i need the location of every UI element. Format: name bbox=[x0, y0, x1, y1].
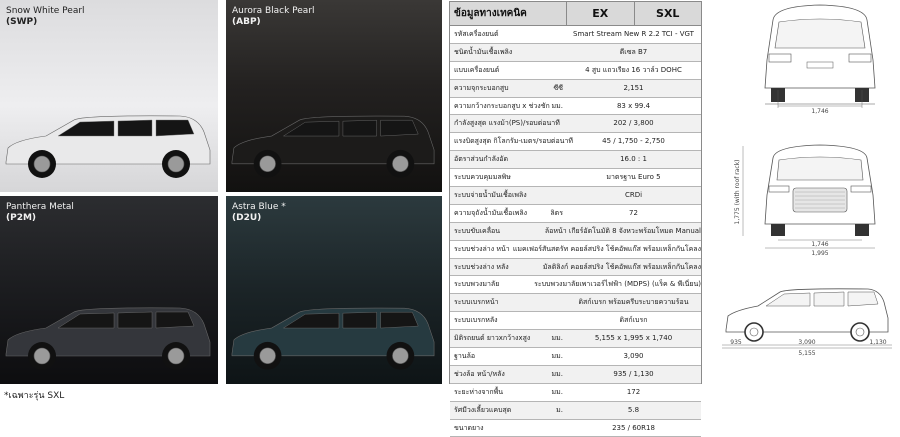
rear-view-diagram bbox=[745, 0, 895, 115]
spec-label-cell bbox=[450, 205, 566, 222]
spec-value: 172 bbox=[626, 387, 641, 396]
spec-label: อัตราส่วนกำลังอัด bbox=[454, 155, 509, 164]
spec-label-cell bbox=[450, 294, 566, 311]
car-side-image bbox=[226, 96, 442, 186]
spec-value: 45 / 1,750 - 2,750 bbox=[602, 137, 665, 146]
spec-value: ดีเซล B7 bbox=[619, 47, 648, 56]
spec-label: ระบบควบคุมมลพิษ bbox=[454, 173, 511, 182]
height-label: 1,775 (with roof rack) bbox=[734, 159, 741, 225]
spec-label: ขนาดยาง bbox=[454, 423, 484, 432]
spec-label: แรงบิดสูงสุด กิโลกรัม-เมตร/รอบต่อนาที bbox=[454, 137, 573, 146]
spec-value: 4 สูบ แถวเรียง 16 วาล์ว DOHC bbox=[585, 65, 682, 74]
color-swatch-astra-blue bbox=[226, 196, 442, 384]
color-code: (SWP) bbox=[6, 17, 38, 27]
spec-row bbox=[450, 276, 701, 294]
side-view-diagram bbox=[718, 282, 898, 357]
spec-value: 83 x 99.4 bbox=[616, 101, 651, 110]
spec-value: 202 / 3,800 bbox=[613, 119, 654, 128]
spec-value: มาตรฐาน Euro 5 bbox=[606, 173, 661, 182]
wheelbase-label: 3,090 bbox=[798, 339, 816, 346]
spec-row bbox=[450, 80, 701, 98]
spec-row bbox=[450, 187, 701, 205]
rear-width-label: 1,746 bbox=[811, 108, 829, 115]
spec-label: ความกว้างกระบอกสูบ x ช่วงชัก bbox=[454, 101, 550, 110]
spec-value: Smart Stream New R 2.2 TCI - VGT bbox=[573, 30, 694, 38]
spec-value: ล้อหน้า เกียร์อัตโนมัติ 8 จังหวะพร้อมโหมด Manual bbox=[544, 226, 701, 235]
spec-unit: ซีซี bbox=[553, 83, 563, 92]
front-overall-width-label: 1,995 bbox=[811, 250, 829, 257]
car-side-image bbox=[0, 288, 218, 378]
color-name: Astra Blue * bbox=[232, 202, 286, 212]
spec-label-cell bbox=[450, 98, 566, 115]
spec-title: ข้อมูลทางเทคนิค bbox=[454, 8, 527, 19]
spec-label: ระบบจ่ายน้ำมันเชื้อเพลิง bbox=[454, 191, 527, 200]
spec-label-cell bbox=[450, 223, 545, 240]
spec-row bbox=[450, 294, 701, 312]
spec-row bbox=[450, 330, 701, 348]
spec-value: CRDi bbox=[624, 191, 643, 200]
spec-unit: ลิตร bbox=[550, 208, 563, 217]
spec-value: มัลติลิงก์ คอยล์สปริง โช้คอัพแก๊ส พร้อมเหล็กกันโคลง bbox=[542, 262, 701, 271]
spec-row bbox=[450, 98, 701, 116]
spec-label: ระบบพวงมาลัย bbox=[454, 280, 500, 289]
spec-value: ระบบพวงมาลัยเพาเวอร์ไฟฟ้า (MDPS) (แร็ค & พีเนี่ยน) bbox=[534, 280, 701, 289]
spec-label: รหัสเครื่องยนต์ bbox=[454, 30, 499, 38]
spec-value: แมคเฟอร์สันสตรัท คอยล์สปริง โช้คอัพแก๊ส พร้อมเหล็กกันโคลง bbox=[512, 244, 701, 253]
spec-value: 3,090 bbox=[623, 352, 644, 361]
color-swatch-panthera-metal bbox=[0, 196, 218, 384]
spec-row bbox=[450, 26, 701, 44]
spec-label: ช่วงล้อ หน้า/หลัง bbox=[454, 369, 505, 378]
spec-label-cell bbox=[450, 133, 573, 150]
spec-label: ฐานล้อ bbox=[454, 352, 476, 361]
color-code: (ABP) bbox=[232, 17, 261, 27]
spec-label: ระบบช่วงล่าง หลัง bbox=[454, 262, 509, 271]
spec-label-cell bbox=[450, 420, 566, 437]
spec-value: 235 / 60R18 bbox=[612, 423, 655, 432]
spec-label-cell bbox=[450, 312, 566, 329]
spec-row bbox=[450, 348, 701, 366]
spec-label-cell bbox=[450, 259, 543, 276]
spec-row bbox=[450, 384, 701, 402]
spec-row bbox=[450, 241, 701, 259]
spec-value: 16.0 : 1 bbox=[620, 155, 647, 164]
spec-label: ความจุถังน้ำมันเชื้อเพลิง bbox=[454, 208, 528, 217]
spec-label-cell bbox=[450, 115, 566, 132]
spec-label: ระบบขับเคลื่อน bbox=[454, 226, 500, 235]
footnote: *เฉพาะรุ่น SXL bbox=[4, 391, 65, 401]
spec-label: แบบเครื่องยนต์ bbox=[454, 65, 500, 74]
spec-label-cell bbox=[450, 241, 513, 258]
spec-label-cell bbox=[450, 402, 566, 419]
spec-label: ระบบเบรกหลัง bbox=[454, 316, 498, 325]
spec-row bbox=[450, 169, 701, 187]
spec-unit: มม. bbox=[551, 101, 563, 110]
spec-label-cell bbox=[450, 44, 566, 61]
spec-row bbox=[450, 259, 701, 277]
color-code: (D2U) bbox=[232, 213, 262, 223]
spec-value: ดิสก์เบรก พร้อมครีบระบายความร้อน bbox=[578, 298, 689, 307]
spec-row bbox=[450, 44, 701, 62]
spec-label: มิติรถยนต์ ยาวxกว้างxสูง bbox=[454, 334, 531, 343]
spec-label: รัศมีวงเลี้ยวแคบสุด bbox=[454, 405, 512, 414]
spec-value: 5.8 bbox=[627, 405, 640, 414]
column-ex: EX bbox=[566, 2, 634, 25]
color-label bbox=[232, 202, 286, 224]
spec-row bbox=[450, 62, 701, 80]
spec-unit: มม. bbox=[551, 352, 563, 361]
spec-unit: มม. bbox=[551, 334, 563, 343]
spec-label-cell bbox=[450, 26, 566, 43]
spec-label: ระบบช่วงล่าง หน้า bbox=[454, 244, 510, 253]
spec-value: 72 bbox=[629, 208, 638, 217]
spec-label: กำลังสูงสุด แรงม้า(PS)/รอบต่อนาที bbox=[454, 119, 560, 128]
spec-row bbox=[450, 402, 701, 420]
spec-row bbox=[450, 223, 701, 241]
front-overhang-label: 935 bbox=[730, 339, 742, 346]
spec-label-cell bbox=[450, 348, 566, 365]
spec-row bbox=[450, 205, 701, 223]
color-name: Panthera Metal bbox=[6, 202, 74, 212]
spec-unit: ม. bbox=[556, 405, 563, 414]
spec-row bbox=[450, 115, 701, 133]
spec-row bbox=[450, 312, 701, 330]
spec-label-cell bbox=[450, 80, 566, 97]
spec-row bbox=[450, 366, 701, 384]
spec-label-cell bbox=[450, 366, 566, 383]
spec-value: ดิสก์เบรก bbox=[619, 316, 648, 325]
spec-label-cell bbox=[450, 384, 566, 401]
color-swatch-aurora-black-pearl bbox=[226, 0, 442, 192]
spec-value: 5,155 x 1,995 x 1,740 bbox=[594, 334, 673, 343]
spec-label: ความจุกระบอกสูบ bbox=[454, 83, 509, 92]
spec-label-cell bbox=[450, 187, 566, 204]
spec-table bbox=[449, 1, 702, 432]
color-swatch-snow-white-pearl bbox=[0, 0, 218, 192]
spec-table-header bbox=[450, 2, 701, 26]
spec-label-cell bbox=[450, 169, 566, 186]
column-sxl: SXL bbox=[634, 2, 702, 25]
spec-row bbox=[450, 151, 701, 169]
spec-label: ชนิดน้ำมันเชื้อเพลิง bbox=[454, 47, 513, 56]
color-label bbox=[232, 6, 315, 28]
spec-row bbox=[450, 133, 701, 151]
car-side-image bbox=[0, 96, 218, 186]
spec-label-cell bbox=[450, 330, 566, 347]
overall-length-label: 5,155 bbox=[798, 350, 816, 357]
spec-unit: มม. bbox=[551, 387, 563, 396]
car-side-image bbox=[226, 288, 442, 378]
spec-value: 2,151 bbox=[623, 83, 644, 92]
spec-label-cell bbox=[450, 276, 534, 293]
spec-label: ระยะห่างจากพื้น bbox=[454, 387, 504, 396]
spec-label: ระบบเบรกหน้า bbox=[454, 298, 499, 307]
color-name: Aurora Black Pearl bbox=[232, 6, 315, 16]
color-label bbox=[6, 202, 74, 224]
spec-unit: มม. bbox=[551, 369, 563, 378]
spec-value: 935 / 1,130 bbox=[613, 369, 654, 378]
spec-label-cell bbox=[450, 151, 566, 168]
color-code: (P2M) bbox=[6, 213, 37, 223]
rear-overhang-label: 1,130 bbox=[869, 339, 887, 346]
spec-row bbox=[450, 420, 701, 437]
front-view-diagram bbox=[735, 140, 895, 260]
spec-rows bbox=[450, 26, 701, 437]
front-track-label: 1,746 bbox=[811, 241, 829, 248]
spec-label-cell bbox=[450, 62, 566, 79]
color-name: Snow White Pearl bbox=[6, 6, 85, 16]
color-label bbox=[6, 6, 85, 28]
